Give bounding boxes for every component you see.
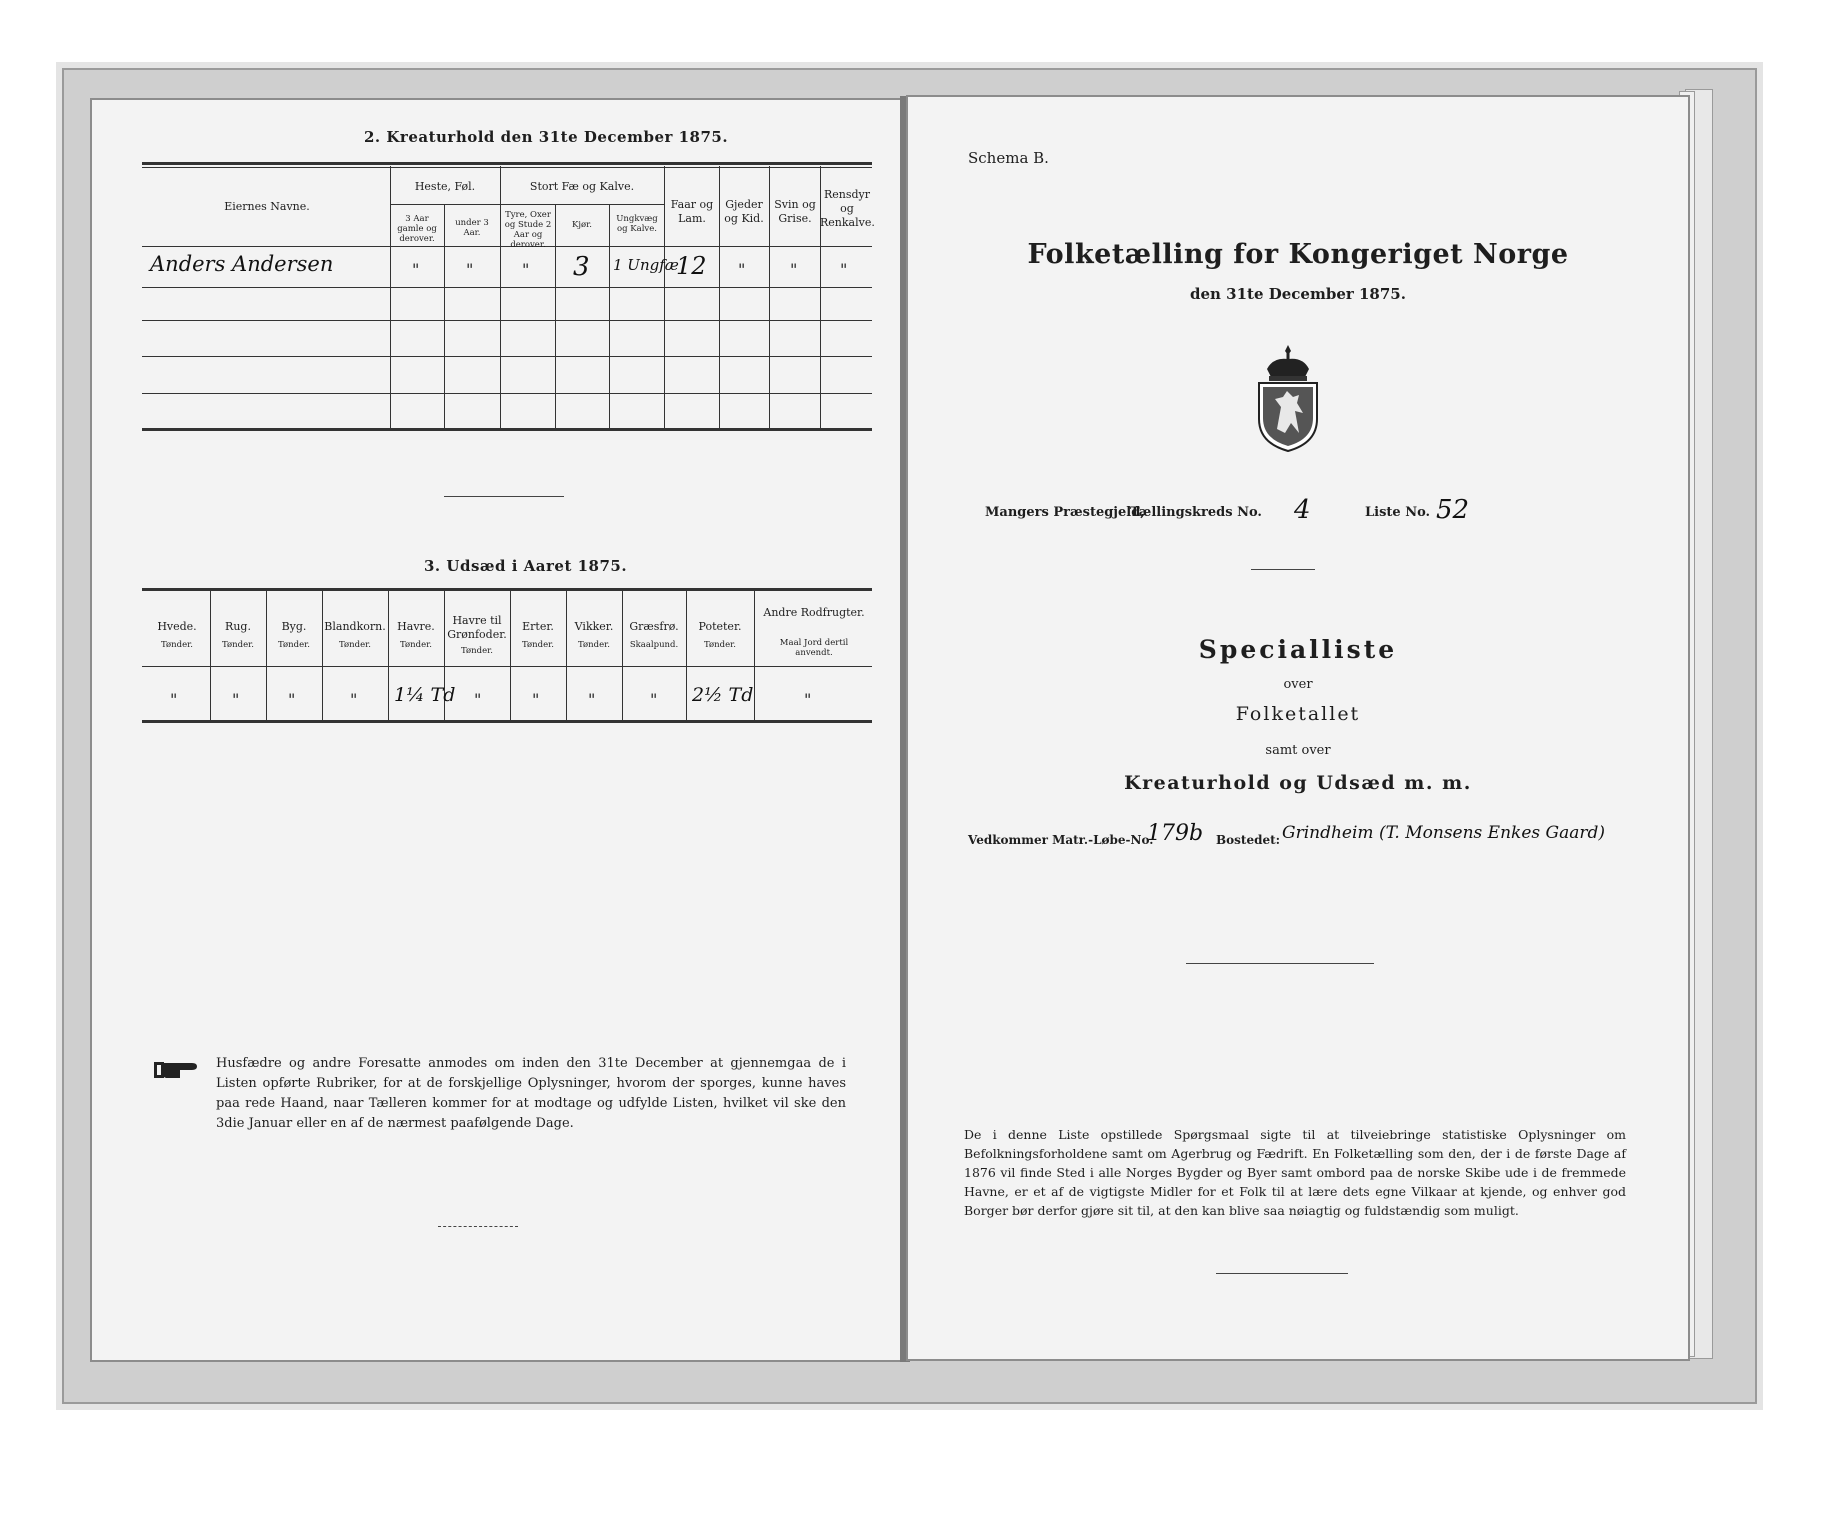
left-page bbox=[92, 100, 902, 1360]
header-heste-young: under 3 Aar. bbox=[455, 218, 489, 238]
cell-byg: " bbox=[288, 690, 296, 709]
header-hvede: Hvede. bbox=[157, 620, 197, 633]
header-owner: Eiernes Navne. bbox=[224, 200, 310, 213]
pointing-hand-icon bbox=[154, 1058, 198, 1082]
kreaturhold-heading: Kreaturhold og Udsæd m. m. bbox=[1124, 772, 1472, 794]
header-faar: Faar og Lam. bbox=[670, 198, 714, 225]
header-havre-gronfoder-unit: Tønder. bbox=[461, 646, 493, 656]
header-rug: Rug. bbox=[225, 620, 251, 633]
separator-line bbox=[438, 1226, 518, 1227]
header-rodfrugter-unit: Maal Jord dertil anvendt. bbox=[779, 638, 849, 658]
header-gjeder: Gjeder og Kid. bbox=[724, 198, 764, 225]
header-vikker: Vikker. bbox=[574, 620, 614, 633]
separator-line bbox=[444, 496, 564, 497]
cell-poteter: 2½ Td bbox=[692, 684, 754, 706]
table-rule bbox=[664, 166, 665, 428]
folketallet-heading: Folketallet bbox=[1235, 703, 1361, 725]
table-rule bbox=[500, 166, 501, 428]
header-ungkvaeg: Ungkvæg og Kalve. bbox=[616, 214, 658, 234]
cell-erter: " bbox=[532, 690, 540, 709]
over-label: over bbox=[1283, 677, 1313, 692]
samt-over-label: samt over bbox=[1265, 743, 1331, 758]
kreds-label: Tællingskreds No. bbox=[1130, 505, 1262, 520]
owner-name: Anders Andersen bbox=[150, 252, 334, 276]
header-stort-fae: Stort Fæ og Kalve. bbox=[529, 180, 635, 193]
cell-vikker: " bbox=[588, 690, 596, 709]
table-rule bbox=[566, 590, 567, 720]
census-date: den 31te December 1875. bbox=[1190, 285, 1406, 303]
table-rule bbox=[390, 166, 391, 428]
header-blandkorn-unit: Tønder. bbox=[339, 640, 371, 650]
header-poteter-unit: Tønder. bbox=[704, 640, 736, 650]
header-rodfrugter: Andre Rodfrugter. bbox=[763, 606, 865, 619]
header-kjor: Kjør. bbox=[572, 220, 592, 230]
header-vikker-unit: Tønder. bbox=[578, 640, 610, 650]
cell-rodfrugter: " bbox=[804, 690, 812, 709]
cell-gjeder: " bbox=[738, 260, 746, 279]
header-tyre: Tyre, Oxer og Stude 2 Aar og derover. bbox=[504, 210, 552, 250]
separator-line bbox=[1186, 963, 1374, 964]
matr-label: Vedkommer Matr.-Løbe-No. bbox=[968, 833, 1154, 847]
header-heste: Heste, Føl. bbox=[414, 180, 476, 193]
table-rule bbox=[142, 720, 872, 723]
cell-faar: 12 bbox=[676, 252, 707, 280]
table-rule bbox=[142, 287, 872, 288]
udsaed-title: 3. Udsæd i Aaret 1875. bbox=[424, 557, 628, 575]
table-rule bbox=[388, 590, 389, 720]
cell-ungkvaeg: 1 Ungfæ bbox=[613, 256, 679, 274]
bostedet-value: Grindheim (T. Monsens Enkes Gaard) bbox=[1282, 823, 1606, 843]
table-rule bbox=[500, 204, 664, 205]
cell-hvede: " bbox=[170, 690, 178, 709]
table-rule bbox=[210, 590, 211, 720]
liste-number: 52 bbox=[1436, 495, 1470, 525]
cell-rug: " bbox=[232, 690, 240, 709]
bostedet-label: Bostedet: bbox=[1216, 833, 1281, 847]
cell-heste-old: " bbox=[412, 260, 420, 279]
table-rule bbox=[510, 590, 511, 720]
cell-svin: " bbox=[790, 260, 798, 279]
table-rule bbox=[555, 204, 556, 428]
header-graesfro-unit: Skaalpund. bbox=[629, 640, 679, 650]
purpose-notice: De i denne Liste opstillede Spørgsmaal sigte til at tilveiebringe statistiske Oplysninger om Befolkningsforholdene samt om Agerbrug og Fædrift. En Folketælling som den, der i de første Dage af 1876 vil finde Sted i alle Norges Bygder og Byer samt ombord paa de norske Skibe ude i de fremmede Havne, er et af de vigtigste Midler for et Folk til at lære dets egne Vilkaar at kjende, og enhver god Borger bør derfor gjøre sit til, at den kan blive saa nøiagtig og fuldstændig som muligt. bbox=[964, 1127, 1626, 1218]
cell-havre: 1¼ Td bbox=[394, 684, 456, 706]
cell-kjor: 3 bbox=[573, 252, 590, 282]
table-rule bbox=[142, 167, 872, 168]
prestegjeld-label: Mangers Præstegjeld, bbox=[985, 505, 1145, 520]
header-byg: Byg. bbox=[281, 620, 307, 633]
header-havre: Havre. bbox=[397, 620, 435, 633]
cell-tyre: " bbox=[522, 260, 530, 279]
cell-blandkorn: " bbox=[350, 690, 358, 709]
specialliste-heading: Specialliste bbox=[1198, 635, 1398, 664]
header-erter-unit: Tønder. bbox=[522, 640, 554, 650]
table-rule bbox=[142, 393, 872, 394]
table-rule bbox=[622, 590, 623, 720]
kreds-number: 4 bbox=[1294, 495, 1311, 525]
matr-number: 179b bbox=[1147, 821, 1204, 846]
header-hvede-unit: Tønder. bbox=[161, 640, 193, 650]
header-havre-unit: Tønder. bbox=[400, 640, 432, 650]
table-rule bbox=[142, 666, 872, 667]
table-rule bbox=[754, 590, 755, 720]
table-rule bbox=[322, 590, 323, 720]
table-rule bbox=[609, 204, 610, 428]
table-rule bbox=[390, 204, 500, 205]
header-svin: Svin og Grise. bbox=[774, 198, 816, 225]
table-rule bbox=[142, 428, 872, 431]
table-rule bbox=[142, 588, 872, 591]
header-erter: Erter. bbox=[522, 620, 554, 633]
header-poteter: Poteter. bbox=[698, 620, 742, 633]
cell-graesfro: " bbox=[650, 690, 658, 709]
header-heste-old: 3 Aar gamle og derover. bbox=[397, 214, 437, 244]
cell-rensdyr: " bbox=[840, 260, 848, 279]
header-rug-unit: Tønder. bbox=[222, 640, 254, 650]
table-rule bbox=[444, 204, 445, 428]
table-rule bbox=[142, 356, 872, 357]
header-byg-unit: Tønder. bbox=[278, 640, 310, 650]
right-page bbox=[908, 97, 1688, 1359]
table-rule bbox=[686, 590, 687, 720]
separator-line bbox=[1251, 569, 1315, 570]
header-graesfro: Græsfrø. bbox=[629, 620, 679, 633]
header-blandkorn: Blandkorn. bbox=[324, 620, 386, 633]
cell-heste-young: " bbox=[466, 260, 474, 279]
liste-label: Liste No. bbox=[1365, 505, 1431, 520]
header-havre-gronfoder: Havre til Grønfoder. bbox=[447, 614, 507, 641]
coat-of-arms-icon bbox=[1253, 343, 1323, 453]
kreaturhold-title: 2. Kreaturhold den 31te December 1875. bbox=[364, 128, 729, 146]
separator-line bbox=[1216, 1273, 1348, 1274]
instruction-notice: Husfædre og andre Foresatte anmodes om inden den 31te December at gjennemgaa de i Listen opførte Rubriker, for at de forskjellige Oplysninger, hvorom der sporges, kunne haves paa rede Haand, naar Tælleren kommer for at modtage og udfylde Listen, hvilket vil ske den 3die Januar eller en af de nærmest paafølgende Dage. bbox=[216, 1056, 846, 1131]
cell-havre-gronfoder: " bbox=[474, 690, 482, 709]
table-rule bbox=[266, 590, 267, 720]
header-rensdyr: Rensdyr og Renkalve. bbox=[820, 188, 875, 229]
table-rule bbox=[142, 320, 872, 321]
census-title: Folketælling for Kongeriget Norge bbox=[1027, 239, 1569, 270]
table-rule bbox=[142, 162, 872, 165]
schema-label: Schema B. bbox=[968, 149, 1049, 167]
